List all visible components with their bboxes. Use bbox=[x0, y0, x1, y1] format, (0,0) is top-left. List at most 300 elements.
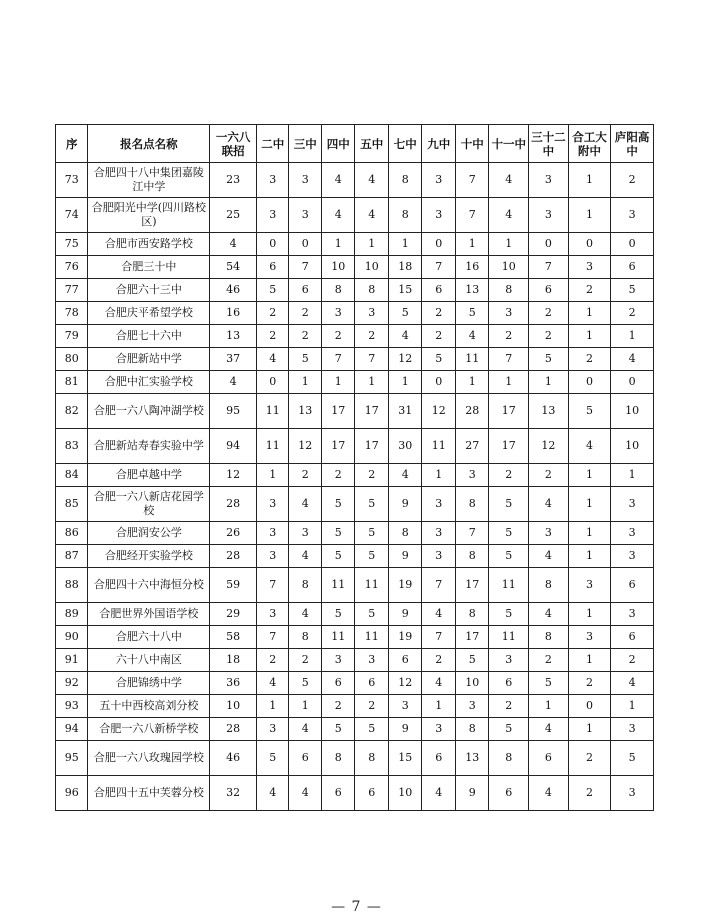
quota-value-cell: 0 bbox=[611, 233, 654, 256]
quota-value-cell: 3 bbox=[455, 464, 489, 487]
school-name-cell: 合肥三十中 bbox=[88, 256, 210, 279]
row-number-cell: 79 bbox=[56, 325, 88, 348]
quota-value-cell: 7 bbox=[257, 626, 289, 649]
quota-value-cell: 4 bbox=[355, 163, 389, 198]
quota-value-cell: 11 bbox=[455, 348, 489, 371]
quota-value-cell: 2 bbox=[422, 649, 456, 672]
quota-value-cell: 1 bbox=[568, 163, 611, 198]
quota-value-cell: 2 bbox=[611, 302, 654, 325]
header-cell-no9: 九中 bbox=[422, 125, 456, 163]
header-cell-no7: 七中 bbox=[388, 125, 422, 163]
quota-table bbox=[55, 124, 654, 811]
quota-value-cell: 5 bbox=[568, 394, 611, 429]
quota-value-cell: 8 bbox=[289, 626, 321, 649]
quota-value-cell: 4 bbox=[489, 163, 529, 198]
table-body bbox=[56, 163, 654, 811]
quota-value-cell: 8 bbox=[529, 626, 569, 649]
quota-value-cell: 95 bbox=[210, 394, 257, 429]
quota-value-cell: 4 bbox=[210, 233, 257, 256]
quota-value-cell: 4 bbox=[289, 603, 321, 626]
school-name-cell: 合肥一六八陶冲湖学校 bbox=[88, 394, 210, 429]
quota-value-cell: 6 bbox=[611, 568, 654, 603]
row-number-cell: 96 bbox=[56, 776, 88, 811]
quota-value-cell: 7 bbox=[422, 256, 456, 279]
quota-value-cell: 1 bbox=[568, 325, 611, 348]
quota-value-cell: 3 bbox=[257, 487, 289, 522]
quota-value-cell: 5 bbox=[257, 279, 289, 302]
row-number-cell: 91 bbox=[56, 649, 88, 672]
table-row bbox=[56, 522, 654, 545]
header-cell-no: 序 bbox=[56, 125, 88, 163]
quota-value-cell: 4 bbox=[529, 718, 569, 741]
quota-value-cell: 0 bbox=[289, 233, 321, 256]
quota-value-cell: 1 bbox=[257, 464, 289, 487]
quota-value-cell: 5 bbox=[355, 545, 389, 568]
quota-value-cell: 6 bbox=[529, 741, 569, 776]
quota-value-cell: 5 bbox=[355, 487, 389, 522]
quota-value-cell: 16 bbox=[455, 256, 489, 279]
quota-value-cell: 2 bbox=[529, 649, 569, 672]
quota-value-cell: 8 bbox=[388, 163, 422, 198]
row-number-cell: 95 bbox=[56, 741, 88, 776]
quota-value-cell: 6 bbox=[257, 256, 289, 279]
quota-value-cell: 4 bbox=[355, 198, 389, 233]
quota-value-cell: 5 bbox=[489, 545, 529, 568]
quota-value-cell: 1 bbox=[568, 198, 611, 233]
quota-value-cell: 5 bbox=[489, 487, 529, 522]
row-number-cell: 90 bbox=[56, 626, 88, 649]
quota-value-cell: 26 bbox=[210, 522, 257, 545]
quota-value-cell: 2 bbox=[489, 464, 529, 487]
quota-value-cell: 3 bbox=[355, 302, 389, 325]
header-cell-no32: 三十二中 bbox=[529, 125, 569, 163]
quota-value-cell: 28 bbox=[210, 545, 257, 568]
school-name-cell: 合肥卓越中学 bbox=[88, 464, 210, 487]
quota-value-cell: 1 bbox=[611, 325, 654, 348]
quota-value-cell: 1 bbox=[321, 371, 355, 394]
quota-value-cell: 1 bbox=[388, 233, 422, 256]
quota-value-cell: 3 bbox=[611, 522, 654, 545]
quota-value-cell: 5 bbox=[289, 672, 321, 695]
table-row bbox=[56, 487, 654, 522]
quota-value-cell: 3 bbox=[611, 487, 654, 522]
quota-value-cell: 2 bbox=[611, 163, 654, 198]
quota-value-cell: 9 bbox=[388, 487, 422, 522]
header-cell-168: 一六八联招 bbox=[210, 125, 257, 163]
quota-value-cell: 5 bbox=[355, 718, 389, 741]
quota-value-cell: 2 bbox=[611, 649, 654, 672]
quota-value-cell: 6 bbox=[611, 626, 654, 649]
table-row bbox=[56, 198, 654, 233]
quota-value-cell: 3 bbox=[529, 198, 569, 233]
quota-value-cell: 4 bbox=[422, 776, 456, 811]
quota-value-cell: 2 bbox=[489, 325, 529, 348]
quota-value-cell: 12 bbox=[529, 429, 569, 464]
quota-value-cell: 17 bbox=[355, 394, 389, 429]
quota-value-cell: 0 bbox=[257, 233, 289, 256]
quota-value-cell: 17 bbox=[455, 568, 489, 603]
quota-value-cell: 4 bbox=[388, 464, 422, 487]
quota-value-cell: 1 bbox=[355, 371, 389, 394]
quota-value-cell: 36 bbox=[210, 672, 257, 695]
quota-value-cell: 3 bbox=[422, 163, 456, 198]
quota-value-cell: 1 bbox=[568, 649, 611, 672]
quota-value-cell: 2 bbox=[568, 672, 611, 695]
quota-value-cell: 2 bbox=[355, 325, 389, 348]
quota-value-cell: 46 bbox=[210, 741, 257, 776]
quota-value-cell: 4 bbox=[611, 348, 654, 371]
quota-value-cell: 8 bbox=[355, 279, 389, 302]
row-number-cell: 80 bbox=[56, 348, 88, 371]
table-row bbox=[56, 163, 654, 198]
quota-value-cell: 3 bbox=[422, 487, 456, 522]
quota-value-cell: 12 bbox=[210, 464, 257, 487]
quota-value-cell: 1 bbox=[568, 487, 611, 522]
quota-value-cell: 0 bbox=[611, 371, 654, 394]
school-name-cell: 合肥一六八玫瑰园学校 bbox=[88, 741, 210, 776]
quota-value-cell: 3 bbox=[289, 198, 321, 233]
table-row bbox=[56, 279, 654, 302]
quota-value-cell: 6 bbox=[529, 279, 569, 302]
header-cell-no5: 五中 bbox=[355, 125, 389, 163]
quota-value-cell: 3 bbox=[289, 522, 321, 545]
quota-value-cell: 18 bbox=[388, 256, 422, 279]
quota-value-cell: 9 bbox=[388, 603, 422, 626]
quota-value-cell: 2 bbox=[422, 302, 456, 325]
quota-value-cell: 5 bbox=[611, 741, 654, 776]
quota-value-cell: 37 bbox=[210, 348, 257, 371]
header-cell-no2: 二中 bbox=[257, 125, 289, 163]
quota-value-cell: 17 bbox=[321, 394, 355, 429]
row-number-cell: 83 bbox=[56, 429, 88, 464]
quota-value-cell: 1 bbox=[455, 371, 489, 394]
quota-value-cell: 1 bbox=[568, 302, 611, 325]
quota-value-cell: 6 bbox=[289, 741, 321, 776]
row-number-cell: 75 bbox=[56, 233, 88, 256]
quota-value-cell: 3 bbox=[529, 522, 569, 545]
table-row bbox=[56, 776, 654, 811]
quota-value-cell: 8 bbox=[388, 522, 422, 545]
table-row bbox=[56, 672, 654, 695]
school-name-cell: 合肥新站寿春实验中学 bbox=[88, 429, 210, 464]
quota-value-cell: 5 bbox=[489, 718, 529, 741]
quota-value-cell: 0 bbox=[529, 233, 569, 256]
quota-value-cell: 28 bbox=[455, 394, 489, 429]
quota-value-cell: 8 bbox=[455, 487, 489, 522]
quota-value-cell: 10 bbox=[355, 256, 389, 279]
quota-value-cell: 16 bbox=[210, 302, 257, 325]
quota-value-cell: 3 bbox=[422, 522, 456, 545]
quota-value-cell: 8 bbox=[489, 279, 529, 302]
quota-value-cell: 5 bbox=[321, 522, 355, 545]
table-row bbox=[56, 718, 654, 741]
quota-value-cell: 13 bbox=[210, 325, 257, 348]
quota-value-cell: 7 bbox=[455, 198, 489, 233]
quota-value-cell: 4 bbox=[489, 198, 529, 233]
header-cell-hgd: 合工大附中 bbox=[568, 125, 611, 163]
quota-value-cell: 0 bbox=[568, 371, 611, 394]
quota-value-cell: 8 bbox=[388, 198, 422, 233]
row-number-cell: 92 bbox=[56, 672, 88, 695]
table-row bbox=[56, 568, 654, 603]
quota-value-cell: 4 bbox=[529, 545, 569, 568]
quota-value-cell: 5 bbox=[611, 279, 654, 302]
header-cell-no10: 十中 bbox=[455, 125, 489, 163]
quota-value-cell: 11 bbox=[257, 429, 289, 464]
quota-value-cell: 6 bbox=[321, 776, 355, 811]
quota-value-cell: 5 bbox=[489, 603, 529, 626]
quota-value-cell: 15 bbox=[388, 279, 422, 302]
quota-value-cell: 13 bbox=[529, 394, 569, 429]
quota-value-cell: 8 bbox=[489, 741, 529, 776]
quota-value-cell: 7 bbox=[455, 522, 489, 545]
quota-value-cell: 2 bbox=[321, 325, 355, 348]
row-number-cell: 74 bbox=[56, 198, 88, 233]
quota-value-cell: 6 bbox=[422, 741, 456, 776]
quota-value-cell: 2 bbox=[257, 302, 289, 325]
table-row bbox=[56, 429, 654, 464]
quota-value-cell: 4 bbox=[289, 487, 321, 522]
school-name-cell: 五十中西校高刘分校 bbox=[88, 695, 210, 718]
row-number-cell: 78 bbox=[56, 302, 88, 325]
quota-value-cell: 6 bbox=[355, 776, 389, 811]
school-name-cell: 合肥润安公学 bbox=[88, 522, 210, 545]
quota-value-cell: 2 bbox=[289, 464, 321, 487]
quota-value-cell: 46 bbox=[210, 279, 257, 302]
quota-value-cell: 6 bbox=[388, 649, 422, 672]
quota-value-cell: 1 bbox=[289, 371, 321, 394]
quota-value-cell: 4 bbox=[210, 371, 257, 394]
quota-value-cell: 0 bbox=[568, 695, 611, 718]
school-name-cell: 合肥世界外国语学校 bbox=[88, 603, 210, 626]
quota-value-cell: 1 bbox=[529, 695, 569, 718]
quota-value-cell: 3 bbox=[388, 695, 422, 718]
table-row bbox=[56, 348, 654, 371]
row-number-cell: 94 bbox=[56, 718, 88, 741]
quota-value-cell: 1 bbox=[422, 464, 456, 487]
quota-value-cell: 3 bbox=[611, 198, 654, 233]
school-name-cell: 合肥六十八中 bbox=[88, 626, 210, 649]
school-name-cell: 合肥锦绣中学 bbox=[88, 672, 210, 695]
quota-value-cell: 29 bbox=[210, 603, 257, 626]
quota-value-cell: 3 bbox=[289, 163, 321, 198]
quota-value-cell: 3 bbox=[321, 302, 355, 325]
row-number-cell: 93 bbox=[56, 695, 88, 718]
school-name-cell: 合肥新站中学 bbox=[88, 348, 210, 371]
quota-value-cell: 3 bbox=[489, 649, 529, 672]
quota-value-cell: 4 bbox=[388, 325, 422, 348]
quota-value-cell: 18 bbox=[210, 649, 257, 672]
quota-value-cell: 9 bbox=[455, 776, 489, 811]
quota-value-cell: 4 bbox=[289, 545, 321, 568]
table-row bbox=[56, 695, 654, 718]
quota-value-cell: 2 bbox=[529, 464, 569, 487]
row-number-cell: 76 bbox=[56, 256, 88, 279]
quota-value-cell: 6 bbox=[321, 672, 355, 695]
quota-value-cell: 32 bbox=[210, 776, 257, 811]
header-cell-luyang: 庐阳高中 bbox=[611, 125, 654, 163]
quota-value-cell: 10 bbox=[388, 776, 422, 811]
quota-value-cell: 5 bbox=[388, 302, 422, 325]
quota-value-cell: 1 bbox=[529, 371, 569, 394]
quota-value-cell: 1 bbox=[321, 233, 355, 256]
quota-value-cell: 2 bbox=[257, 649, 289, 672]
quota-value-cell: 1 bbox=[388, 371, 422, 394]
quota-value-cell: 17 bbox=[455, 626, 489, 649]
quota-value-cell: 6 bbox=[611, 256, 654, 279]
quota-value-cell: 11 bbox=[489, 626, 529, 649]
school-name-cell: 合肥四十五中芙蓉分校 bbox=[88, 776, 210, 811]
quota-value-cell: 7 bbox=[321, 348, 355, 371]
quota-value-cell: 3 bbox=[355, 649, 389, 672]
quota-value-cell: 10 bbox=[455, 672, 489, 695]
quota-value-cell: 28 bbox=[210, 487, 257, 522]
school-name-cell: 合肥庆平希望学校 bbox=[88, 302, 210, 325]
quota-value-cell: 7 bbox=[355, 348, 389, 371]
quota-value-cell: 2 bbox=[321, 695, 355, 718]
quota-value-cell: 28 bbox=[210, 718, 257, 741]
quota-value-cell: 2 bbox=[422, 325, 456, 348]
quota-value-cell: 19 bbox=[388, 626, 422, 649]
quota-value-cell: 3 bbox=[611, 603, 654, 626]
quota-value-cell: 1 bbox=[568, 522, 611, 545]
school-name-cell: 合肥一六八新店花园学校 bbox=[88, 487, 210, 522]
quota-value-cell: 3 bbox=[257, 718, 289, 741]
row-number-cell: 77 bbox=[56, 279, 88, 302]
quota-value-cell: 12 bbox=[289, 429, 321, 464]
table-row bbox=[56, 233, 654, 256]
quota-value-cell: 3 bbox=[422, 545, 456, 568]
quota-value-cell: 6 bbox=[489, 672, 529, 695]
header-cell-no11: 十一中 bbox=[489, 125, 529, 163]
quota-value-cell: 8 bbox=[455, 718, 489, 741]
table-row bbox=[56, 371, 654, 394]
quota-value-cell: 9 bbox=[388, 545, 422, 568]
table-row bbox=[56, 649, 654, 672]
quota-value-cell: 3 bbox=[568, 256, 611, 279]
quota-value-cell: 4 bbox=[289, 776, 321, 811]
quota-value-cell: 3 bbox=[529, 163, 569, 198]
quota-value-cell: 3 bbox=[257, 545, 289, 568]
quota-value-cell: 3 bbox=[611, 776, 654, 811]
quota-value-cell: 5 bbox=[355, 522, 389, 545]
page-number: — 7 — bbox=[331, 899, 382, 915]
table-row bbox=[56, 626, 654, 649]
quota-value-cell: 8 bbox=[289, 568, 321, 603]
quota-value-cell: 19 bbox=[388, 568, 422, 603]
quota-value-cell: 25 bbox=[210, 198, 257, 233]
quota-value-cell: 5 bbox=[321, 545, 355, 568]
quota-value-cell: 2 bbox=[289, 325, 321, 348]
quota-value-cell: 7 bbox=[455, 163, 489, 198]
quota-value-cell: 10 bbox=[321, 256, 355, 279]
quota-value-cell: 4 bbox=[529, 776, 569, 811]
quota-value-cell: 1 bbox=[568, 718, 611, 741]
quota-value-cell: 3 bbox=[489, 302, 529, 325]
quota-value-cell: 7 bbox=[529, 256, 569, 279]
quota-value-cell: 3 bbox=[422, 718, 456, 741]
quota-value-cell: 7 bbox=[489, 348, 529, 371]
quota-value-cell: 4 bbox=[455, 325, 489, 348]
quota-value-cell: 3 bbox=[257, 198, 289, 233]
quota-value-cell: 2 bbox=[568, 348, 611, 371]
quota-value-cell: 17 bbox=[489, 394, 529, 429]
school-name-cell: 合肥四十六中海恒分校 bbox=[88, 568, 210, 603]
quota-value-cell: 4 bbox=[422, 603, 456, 626]
quota-value-cell: 1 bbox=[568, 464, 611, 487]
quota-value-cell: 2 bbox=[529, 302, 569, 325]
quota-value-cell: 11 bbox=[489, 568, 529, 603]
table-header-row bbox=[56, 125, 654, 163]
quota-value-cell: 11 bbox=[321, 568, 355, 603]
quota-value-cell: 8 bbox=[455, 545, 489, 568]
row-number-cell: 81 bbox=[56, 371, 88, 394]
quota-value-cell: 3 bbox=[611, 545, 654, 568]
quota-value-cell: 2 bbox=[257, 325, 289, 348]
quota-value-cell: 4 bbox=[529, 603, 569, 626]
header-cell-no4: 四中 bbox=[321, 125, 355, 163]
quota-value-cell: 5 bbox=[422, 348, 456, 371]
table-row bbox=[56, 545, 654, 568]
quota-value-cell: 1 bbox=[489, 371, 529, 394]
school-name-cell: 合肥中汇实验学校 bbox=[88, 371, 210, 394]
school-name-cell: 合肥七十六中 bbox=[88, 325, 210, 348]
quota-value-cell: 1 bbox=[455, 233, 489, 256]
quota-value-cell: 12 bbox=[388, 672, 422, 695]
quota-value-cell: 3 bbox=[257, 522, 289, 545]
quota-value-cell: 13 bbox=[455, 741, 489, 776]
quota-value-cell: 3 bbox=[455, 695, 489, 718]
quota-value-cell: 7 bbox=[422, 568, 456, 603]
school-name-cell: 合肥经开实验学校 bbox=[88, 545, 210, 568]
quota-value-cell: 5 bbox=[529, 348, 569, 371]
quota-value-cell: 11 bbox=[355, 626, 389, 649]
quota-value-cell: 4 bbox=[289, 718, 321, 741]
quota-value-cell: 11 bbox=[321, 626, 355, 649]
school-name-cell: 六十八中南区 bbox=[88, 649, 210, 672]
quota-value-cell: 8 bbox=[321, 741, 355, 776]
quota-value-cell: 11 bbox=[355, 568, 389, 603]
quota-value-cell: 2 bbox=[568, 279, 611, 302]
quota-value-cell: 9 bbox=[388, 718, 422, 741]
school-name-cell: 合肥六十三中 bbox=[88, 279, 210, 302]
quota-value-cell: 4 bbox=[611, 672, 654, 695]
quota-value-cell: 3 bbox=[611, 718, 654, 741]
quota-value-cell: 1 bbox=[422, 695, 456, 718]
quota-value-cell: 5 bbox=[321, 718, 355, 741]
quota-value-cell: 5 bbox=[321, 603, 355, 626]
quota-value-cell: 1 bbox=[355, 233, 389, 256]
quota-value-cell: 8 bbox=[355, 741, 389, 776]
quota-value-cell: 59 bbox=[210, 568, 257, 603]
quota-value-cell: 7 bbox=[257, 568, 289, 603]
table-row bbox=[56, 603, 654, 626]
quota-value-cell: 1 bbox=[568, 603, 611, 626]
quota-value-cell: 2 bbox=[321, 464, 355, 487]
quota-value-cell: 7 bbox=[422, 626, 456, 649]
quota-value-cell: 12 bbox=[422, 394, 456, 429]
quota-value-cell: 1 bbox=[611, 464, 654, 487]
row-number-cell: 73 bbox=[56, 163, 88, 198]
quota-value-cell: 3 bbox=[568, 626, 611, 649]
header-cell-no3: 三中 bbox=[289, 125, 321, 163]
quota-value-cell: 27 bbox=[455, 429, 489, 464]
quota-value-cell: 11 bbox=[422, 429, 456, 464]
row-number-cell: 87 bbox=[56, 545, 88, 568]
quota-value-cell: 31 bbox=[388, 394, 422, 429]
quota-value-cell: 4 bbox=[321, 163, 355, 198]
quota-value-cell: 5 bbox=[529, 672, 569, 695]
